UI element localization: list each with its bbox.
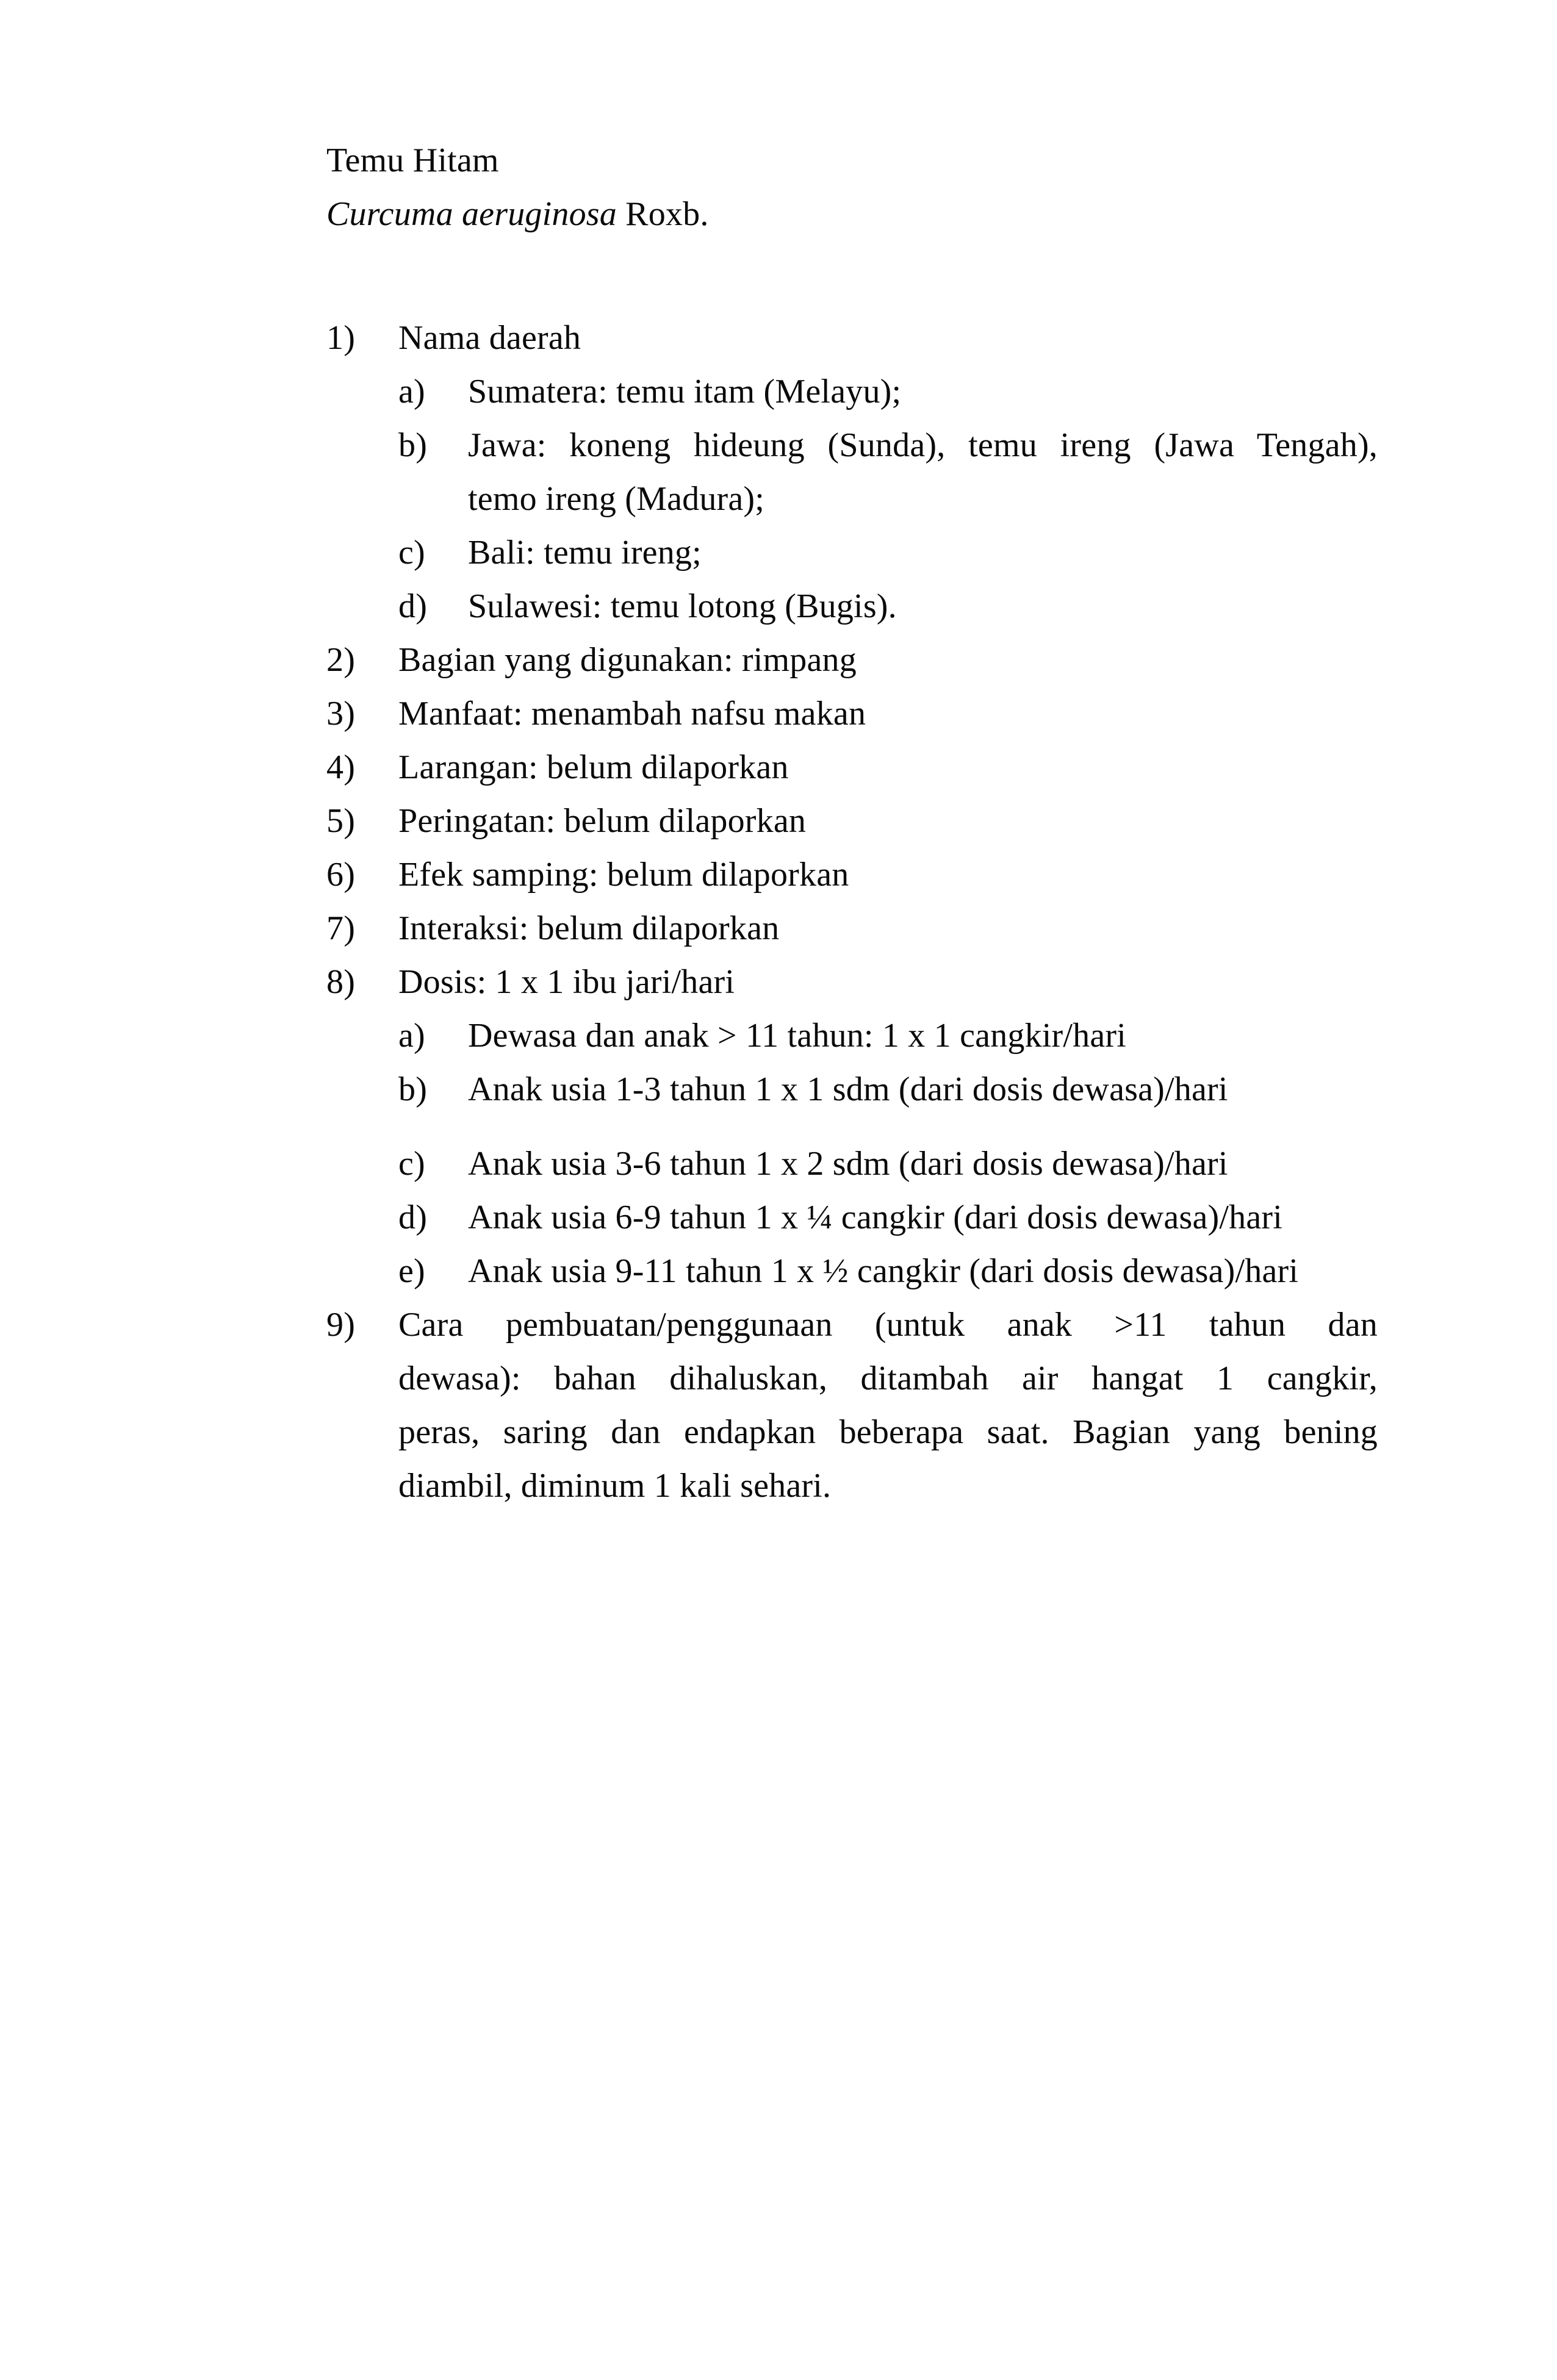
text-line: peras, saring dan endapkan beberapa saat. Bagian yang bening [398,1413,1378,1451]
text-line: Interaksi: belum dilaporkan [398,909,780,947]
sub-item-a [398,365,1378,418]
sub-item-c [398,1137,1378,1191]
list-item-7 [326,901,1378,955]
list-item-marker: d) [398,587,428,625]
list-item-marker: 2) [326,641,356,679]
text-line: Anak usia 9-11 tahun 1 x ½ cangkir (dari dosis dewasa)/hari [468,1252,1299,1290]
list-item-body [398,955,1378,1298]
list-item-marker: c) [398,1145,425,1183]
list-item-body [468,418,1378,526]
list-item-8 [326,955,1378,1298]
plant-common-name: Temu Hitam [326,142,499,179]
text-line: dewasa): bahan dihaluskan, ditambah air hangat 1 cangkir, [398,1360,1378,1397]
sub-item-e [398,1244,1378,1298]
sub-item-d [398,1191,1378,1244]
list-item-marker: 9) [326,1306,356,1344]
list-item-body [468,365,1378,418]
list-item-1 [326,311,1378,633]
text-line: Peringatan: belum dilaporkan [398,802,807,840]
list-item-body [398,687,1378,740]
sub-item-b [398,418,1378,526]
text-line: Sumatera: temu itam (Melayu); [468,373,902,410]
list-item-body [398,311,1378,633]
list-item-2 [326,633,1378,687]
text-line: Manfaat: menambah nafsu makan [398,695,866,733]
text-line: temo ireng (Madura); [468,480,765,518]
text-line: Jawa: koneng hideung (Sunda), temu ireng (Jawa Tengah), [468,426,1378,464]
list-item-body [468,1009,1378,1063]
text-line: Dewasa dan anak > 11 tahun: 1 x 1 cangkir/hari [468,1017,1127,1055]
list-item-marker: 7) [326,909,356,947]
list-item-body [398,794,1378,848]
list-item-marker: b) [398,1070,428,1108]
list-item-marker: e) [398,1252,425,1290]
title-block [326,134,1378,241]
text-line: Dosis: 1 x 1 ibu jari/hari [398,963,735,1001]
list-item-body [468,579,1378,633]
list-item-body [468,1063,1378,1116]
list-item-3 [326,687,1378,740]
list-item-body [398,848,1378,901]
list-item-9 [326,1298,1378,1513]
list-item-marker: a) [398,373,425,410]
list-item-marker: 6) [326,856,356,894]
list-item-body [468,1244,1378,1298]
list-item-body [398,633,1378,687]
sub-item-a [398,1009,1378,1063]
list-item-4 [326,740,1378,794]
plant-latin-name [326,187,1378,241]
document-content [326,134,1378,1513]
text-line: Nama daerah [398,319,581,357]
list-item-body [398,740,1378,794]
text-line: Sulawesi: temu lotong (Bugis). [468,587,897,625]
text-line: Bagian yang digunakan: rimpang [398,641,857,679]
list-item-body [468,1191,1378,1244]
list-item-marker: 4) [326,748,356,786]
sub-item-c [398,526,1378,579]
text-line: Anak usia 6-9 tahun 1 x ¼ cangkir (dari dosis dewasa)/hari [468,1199,1283,1236]
text-line: Efek samping: belum dilaporkan [398,856,849,894]
list-item-marker: 1) [326,319,356,357]
list-item-body [468,526,1378,579]
text-line: Bali: temu ireng; [468,534,702,572]
list-item-body [398,1298,1378,1513]
list-item-body [398,901,1378,955]
list-item-marker: c) [398,534,425,572]
list-item-marker: 3) [326,695,356,733]
list-item-marker: a) [398,1017,425,1055]
list-item-marker: 5) [326,802,356,840]
latin-name-author: Roxb. [616,195,709,233]
sub-item-b [398,1063,1378,1116]
list-item-5 [326,794,1378,848]
list-item-body [468,1137,1378,1191]
text-line: Anak usia 1-3 tahun 1 x 1 sdm (dari dosis dewasa)/hari [468,1070,1228,1108]
sub-item-d [398,579,1378,633]
latin-name-italic: Curcuma aeruginosa [326,195,617,233]
text-line: Larangan: belum dilaporkan [398,748,789,786]
list-item-marker: 8) [326,963,356,1001]
list-item-marker: b) [398,426,428,464]
text-line: Anak usia 3-6 tahun 1 x 2 sdm (dari dosis dewasa)/hari [468,1145,1228,1183]
numbered-list [326,311,1378,1513]
list-item-marker: d) [398,1199,428,1236]
text-line: Cara pembuatan/penggunaan (untuk anak >11 tahun dan [398,1306,1378,1344]
text-line: diambil, diminum 1 kali sehari. [398,1467,832,1505]
list-item-6 [326,848,1378,901]
